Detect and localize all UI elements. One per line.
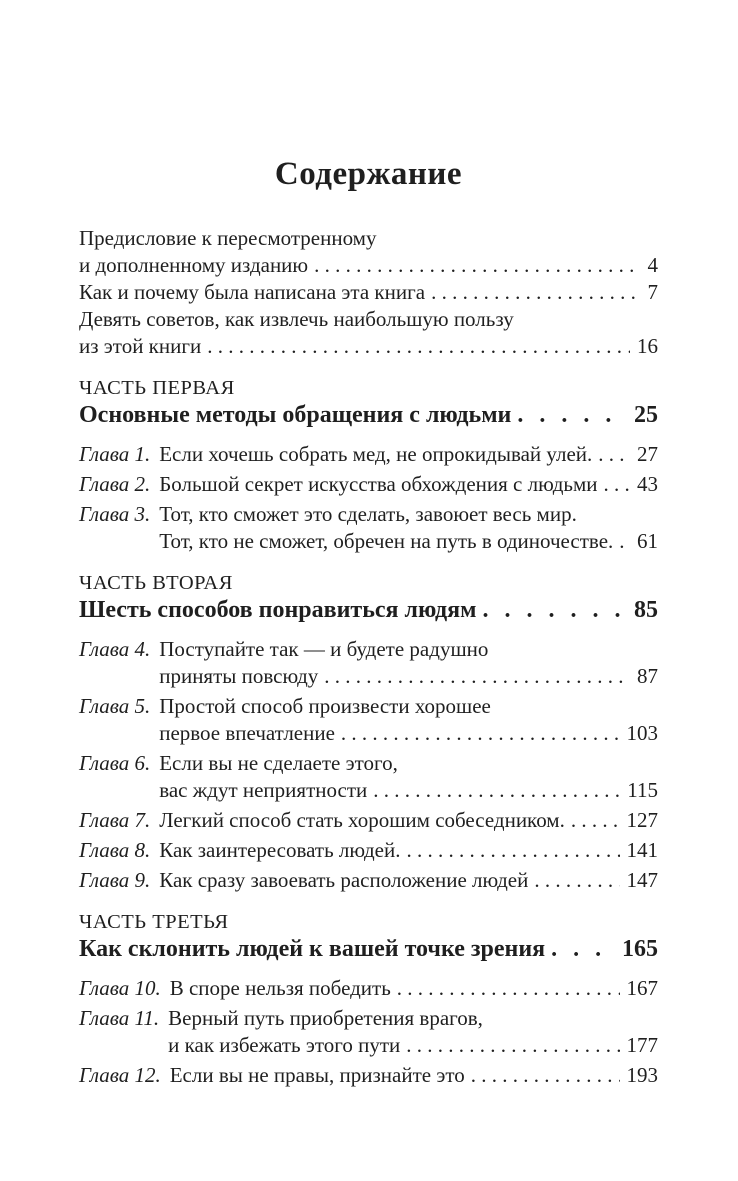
chapter-title-line: Если хочешь собрать мед, не опрокидывай улей. <box>159 442 593 466</box>
entry-line-row <box>79 279 658 306</box>
entry-line: Как и почему была написана эта книга <box>79 280 426 304</box>
chapter-title-line: приняты повсюду <box>159 664 319 688</box>
leader-dots <box>619 528 630 555</box>
chapter-title-line: Как сразу завоевать расположение людей <box>159 868 529 892</box>
toc-entry <box>79 225 658 279</box>
entry-body <box>170 975 658 1002</box>
page-number: 16 <box>637 334 658 358</box>
entry-body <box>159 837 658 864</box>
entry-body <box>159 807 658 834</box>
entry-line-row <box>170 975 658 1002</box>
chapter-title-line: Как заинтересовать людей. <box>159 838 401 862</box>
chapter-page-number: 147 <box>626 868 658 892</box>
leader-dots <box>471 1062 620 1089</box>
leader-dots <box>324 663 630 690</box>
page-title: Содержание <box>274 156 463 192</box>
part-label: ЧАСТЬ ПЕРВАЯ <box>79 377 235 399</box>
chapter-entry <box>79 501 658 555</box>
entry-body <box>79 306 658 360</box>
leader-dots <box>603 471 630 498</box>
entry-body <box>79 279 658 306</box>
chapter-title-line: Если вы не правы, признайте это <box>169 1063 465 1087</box>
entry-line: Предисловие к пересмотренному <box>79 226 377 250</box>
leader-dots <box>406 1032 619 1059</box>
entry-body <box>159 636 658 690</box>
chapter-entry <box>79 1062 658 1089</box>
chapter-page-number: 177 <box>626 1033 658 1057</box>
chapter-entry <box>79 837 658 864</box>
leader-dots <box>551 933 612 965</box>
entry-line-row <box>168 1032 658 1059</box>
chapter-label: Глава 1. <box>79 442 151 466</box>
leader-dots <box>207 333 630 360</box>
chapter-entry <box>79 975 658 1002</box>
chapter-title-line: Простой способ произвести хорошее <box>159 694 491 718</box>
part-page-number: 165 <box>622 936 658 962</box>
chapter-page-number: 103 <box>626 721 658 745</box>
leader-dots <box>431 279 640 306</box>
entry-body <box>79 225 658 279</box>
chapter-entry <box>79 636 658 690</box>
chapter-page-number: 167 <box>626 976 658 1000</box>
entry-body <box>159 693 658 747</box>
entry-body <box>168 1005 658 1059</box>
chapter-entry <box>79 693 658 747</box>
toc-entry <box>79 306 658 360</box>
part-label: ЧАСТЬ ТРЕТЬЯ <box>79 911 229 933</box>
entry-body <box>159 441 658 468</box>
chapter-page-number: 127 <box>626 808 658 832</box>
chapter-page-number: 141 <box>626 838 658 862</box>
part-section-1 <box>79 377 658 555</box>
leader-dots <box>397 975 620 1002</box>
chapter-page-number: 61 <box>637 529 658 553</box>
page-number: 7 <box>647 280 658 304</box>
chapter-title-line: Если вы не сделаете этого, <box>159 751 398 775</box>
chapter-list <box>79 441 658 555</box>
chapter-entry <box>79 471 658 498</box>
leader-dots <box>341 720 620 747</box>
chapter-title-line: и как избежать этого пути <box>168 1033 401 1057</box>
entry-line-row <box>159 867 658 894</box>
chapter-title-line: Тот, кто сможет это сделать, завоюет весь мир. <box>159 502 577 526</box>
entry-line-row <box>159 663 658 690</box>
page-number: 4 <box>647 253 658 277</box>
part-page-number: 25 <box>634 402 658 428</box>
chapter-label: Глава 10. <box>79 976 161 1000</box>
entry-line-row <box>79 333 658 360</box>
chapter-page-number: 115 <box>627 778 658 802</box>
entry-line-row <box>159 441 658 468</box>
chapter-entry <box>79 807 658 834</box>
chapter-title-line: Легкий способ стать хорошим собеседником. <box>159 808 565 832</box>
chapter-label: Глава 2. <box>79 472 151 496</box>
chapter-title-line: вас ждут неприятности <box>159 778 368 802</box>
part-title: Как склонить людей к вашей точке зрения <box>79 936 546 962</box>
chapter-page-number: 27 <box>637 442 658 466</box>
chapter-label: Глава 7. <box>79 808 151 832</box>
leader-dots <box>482 594 624 626</box>
leader-dots <box>407 837 620 864</box>
leader-dots <box>314 252 640 279</box>
chapter-label: Глава 6. <box>79 751 151 775</box>
leader-dots <box>373 777 620 804</box>
entry-line: Девять советов, как извлечь наибольшую пользу <box>79 307 514 331</box>
leader-dots <box>571 807 620 834</box>
chapter-title-line: первое впечатление <box>159 721 335 745</box>
chapter-entry <box>79 1005 658 1059</box>
part-title: Шесть способов понравиться людям <box>79 597 477 623</box>
chapter-page-number: 193 <box>626 1063 658 1087</box>
entry-line-row <box>79 252 658 279</box>
entry-body <box>170 1062 658 1089</box>
chapter-label: Глава 4. <box>79 637 151 661</box>
entry-body <box>159 471 658 498</box>
chapter-title-line: Большой секрет искусства обхождения с людьми <box>159 472 598 496</box>
frontmatter-section <box>79 225 658 360</box>
chapter-list <box>79 636 658 894</box>
entry-line-row <box>170 1062 658 1089</box>
entry-line-row <box>159 807 658 834</box>
chapter-label: Глава 11. <box>79 1006 160 1030</box>
part-title-row <box>79 594 658 626</box>
chapter-entry <box>79 867 658 894</box>
entry-line-row <box>159 528 658 555</box>
part-title: Основные методы обращения с людьми <box>79 402 512 428</box>
chapter-entry <box>79 441 658 468</box>
leader-dots <box>598 441 630 468</box>
chapter-title-line: Верный путь приобретения врагов, <box>168 1006 483 1030</box>
entry-body <box>159 867 658 894</box>
chapter-entry <box>79 750 658 804</box>
entry-line-row <box>159 720 658 747</box>
part-label: ЧАСТЬ ВТОРАЯ <box>79 572 233 594</box>
chapter-label: Глава 5. <box>79 694 151 718</box>
entry-line-row <box>159 471 658 498</box>
chapter-list <box>79 975 658 1089</box>
part-title-row <box>79 933 658 965</box>
chapter-label: Глава 3. <box>79 502 151 526</box>
entry-body <box>159 501 658 555</box>
entry-line-row <box>159 837 658 864</box>
chapter-title-line: Тот, кто не сможет, обречен на путь в одиночестве. <box>159 529 614 553</box>
part-section-3 <box>79 911 658 1089</box>
chapter-label: Глава 8. <box>79 838 151 862</box>
entry-body <box>159 750 658 804</box>
chapter-title-line: В споре нельзя победить <box>169 976 391 1000</box>
chapter-label: Глава 12. <box>79 1063 161 1087</box>
chapter-title-line: Поступайте так — и будете радушно <box>159 637 489 661</box>
toc-entry <box>79 279 658 306</box>
part-title-row <box>79 399 658 431</box>
leader-dots <box>517 399 624 431</box>
chapter-page-number: 87 <box>637 664 658 688</box>
part-page-number: 85 <box>634 597 658 623</box>
entry-line-row <box>159 777 658 804</box>
chapter-label: Глава 9. <box>79 868 151 892</box>
part-section-2 <box>79 572 658 894</box>
leader-dots <box>534 867 619 894</box>
entry-line: из этой книги <box>79 334 202 358</box>
chapter-page-number: 43 <box>637 472 658 496</box>
entry-line: и дополненному изданию <box>79 253 309 277</box>
